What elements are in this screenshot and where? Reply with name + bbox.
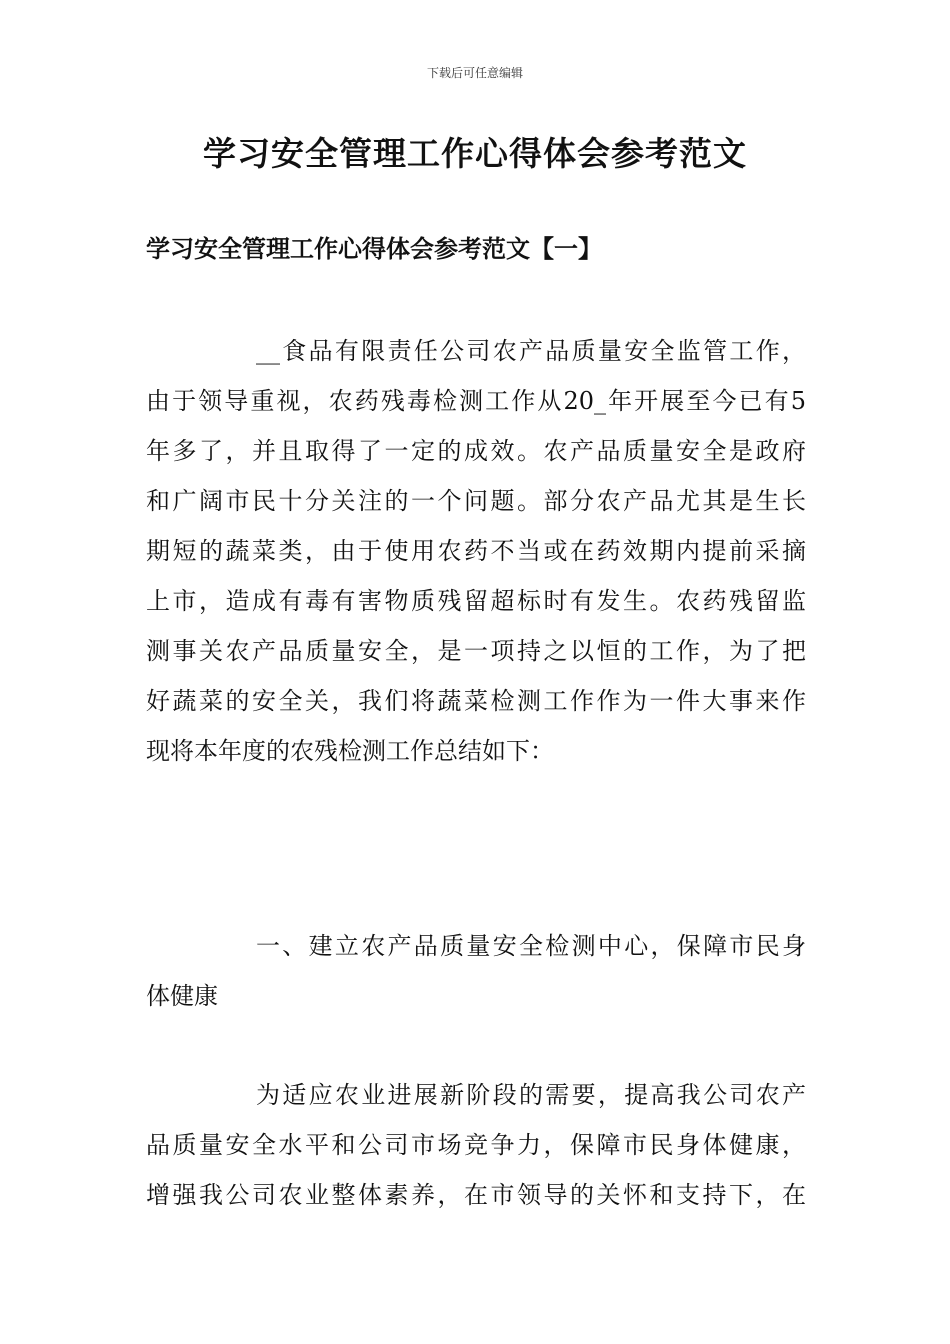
paragraph-line: 体健康 bbox=[146, 982, 218, 1010]
paragraph-line: 年多了，并且取得了一定的成效。农产品质量安全是政府 bbox=[146, 437, 806, 465]
header-note: 下载后可任意编辑 bbox=[426, 66, 523, 80]
paragraph-line: 期短的蔬菜类，由于使用农药不当或在药效期内提前采摘 bbox=[146, 537, 806, 565]
paragraph-body bbox=[146, 1070, 806, 1220]
paragraph-heading-one bbox=[146, 921, 806, 1021]
paragraph-line: 测事关农产品质量安全，是一项持之以恒的工作，为了把 bbox=[146, 637, 806, 665]
paragraph-line: 品质量安全水平和公司市场竞争力，保障市民身体健康， bbox=[146, 1131, 806, 1159]
paragraph-line: 好蔬菜的安全关，我们将蔬菜检测工作作为一件大事来作 bbox=[146, 687, 806, 715]
paragraph-intro bbox=[146, 326, 806, 776]
paragraph-line: 为适应农业进展新阶段的需要，提高我公司农产 bbox=[256, 1081, 806, 1109]
document-title: 学习安全管理工作心得体会参考范文 bbox=[203, 134, 747, 173]
paragraph-line: 和广阔市民十分关注的一个问题。部分农产品尤其是生长 bbox=[146, 487, 806, 515]
paragraph-line: 由于领导重视，农药残毒检测工作从20_年开展至今已有5 bbox=[146, 387, 806, 415]
paragraph-line: 现将本年度的农残检测工作总结如下： bbox=[146, 737, 554, 765]
paragraph-line: 上市，造成有毒有害物质残留超标时有发生。农药残留监 bbox=[146, 587, 806, 615]
paragraph-line: 一、建立农产品质量安全检测中心，保障市民身 bbox=[256, 932, 806, 960]
paragraph-line: 增强我公司农业整体素养，在市领导的关怀和支持下，在 bbox=[146, 1181, 806, 1209]
paragraph-line: __食品有限责任公司农产品质量安全监管工作， bbox=[256, 337, 806, 365]
section-title: 学习安全管理工作心得体会参考范文【一】 bbox=[146, 234, 602, 263]
